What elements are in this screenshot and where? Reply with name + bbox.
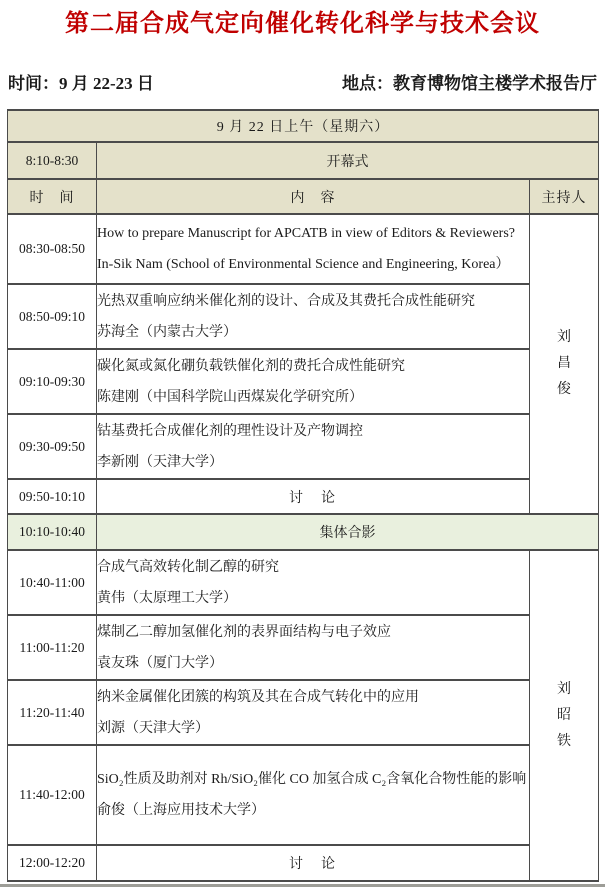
talk-title: SiO₂性质及助剂对 Rh/SiO₂催化 CO 加氢合成 C₂含氧化合物性能的影响 [97, 772, 527, 787]
talk-title: 光热双重响应纳米催化剂的设计、合成及其费托合成性能研究 [97, 293, 475, 309]
talk-speaker: In-Sik Nam (School of Environmental Science and Engineering, Korea） [97, 257, 510, 272]
table-row [8, 550, 599, 615]
talk-speaker: 刘源（天津大学） [97, 720, 209, 736]
talk-content [97, 414, 530, 479]
col-header-content: 内 容 [97, 179, 530, 214]
session-chair-cell [530, 550, 599, 881]
talk-speaker: 李新刚（天津大学） [97, 454, 223, 470]
talk-speaker: 苏海全（内蒙古大学） [97, 324, 237, 340]
talk-content [97, 349, 530, 414]
talk-time: 11:40-12:00 [8, 745, 97, 845]
talk-title: 钴基费托合成催化剂的理性设计及产物调控 [97, 423, 363, 439]
talk-speaker: 黄伟（太原理工大学） [97, 590, 237, 606]
talk-content [97, 550, 530, 615]
talk-speaker: 袁友珠（厦门大学） [97, 655, 223, 671]
session-chair-name: 刘昌俊 [557, 330, 571, 397]
group-photo-time: 10:10-10:40 [8, 514, 97, 550]
talk-content [97, 284, 530, 349]
session-header-row [8, 110, 599, 142]
talk-time: 11:20-11:40 [8, 680, 97, 745]
discussion-row [8, 845, 599, 881]
event-dates: 时间：9 月 22-23 日 [8, 74, 154, 93]
talk-time: 09:10-09:30 [8, 349, 97, 414]
talk-time: 11:00-11:20 [8, 615, 97, 680]
talk-speaker: 俞俊（上海应用技术大学） [97, 803, 265, 818]
session-chair-cell [530, 214, 599, 514]
session-header: 9 月 22 日上午（星期六） [8, 110, 599, 142]
discussion-row [8, 479, 599, 514]
discussion-label: 讨 论 [97, 479, 530, 514]
col-header-time: 时 间 [8, 179, 97, 214]
discussion-label: 讨 论 [97, 845, 530, 881]
schedule-table [7, 109, 599, 882]
talk-title: 纳米金属催化团簇的构筑及其在合成气转化中的应用 [97, 689, 419, 705]
table-row [8, 349, 599, 414]
talk-time: 09:30-09:50 [8, 414, 97, 479]
talk-title: 煤制乙二醇加氢催化剂的表界面结构与电子效应 [97, 624, 391, 640]
column-header-row [8, 179, 599, 214]
talk-time: 08:30-08:50 [8, 214, 97, 284]
talk-time: 08:50-09:10 [8, 284, 97, 349]
discussion-time: 09:50-10:10 [8, 479, 97, 514]
talk-title: 合成气高效转化制乙醇的研究 [97, 559, 279, 575]
page-title: 第二届合成气定向催化转化科学与技术会议 [65, 11, 540, 37]
col-header-chair: 主持人 [530, 179, 599, 214]
session-chair-name: 刘昭铁 [557, 681, 571, 749]
opening-label: 开幕式 [97, 142, 599, 179]
talk-content [97, 745, 530, 845]
opening-row [8, 142, 599, 179]
table-row [8, 745, 599, 845]
talk-title: 碳化氮或氮化硼负载铁催化剂的费托合成性能研究 [97, 358, 405, 374]
event-location: 地点：教育博物馆主楼学术报告厅 [342, 74, 597, 93]
table-row [8, 615, 599, 680]
table-row [8, 214, 599, 284]
table-row [8, 414, 599, 479]
talk-content [97, 680, 530, 745]
discussion-time: 12:00-12:20 [8, 845, 97, 881]
opening-time: 8:10-8:30 [8, 142, 97, 179]
talk-content [97, 214, 530, 284]
table-row [8, 680, 599, 745]
talk-title: How to prepare Manuscript for APCATB in view of Editors & Reviewers? [97, 226, 515, 241]
talk-speaker: 陈建刚（中国科学院山西煤炭化学研究所） [97, 389, 363, 405]
group-photo-label: 集体合影 [97, 514, 599, 550]
table-row [8, 284, 599, 349]
group-photo-row [8, 514, 599, 550]
meta-info-row [8, 72, 597, 96]
talk-content [97, 615, 530, 680]
talk-time: 10:40-11:00 [8, 550, 97, 615]
